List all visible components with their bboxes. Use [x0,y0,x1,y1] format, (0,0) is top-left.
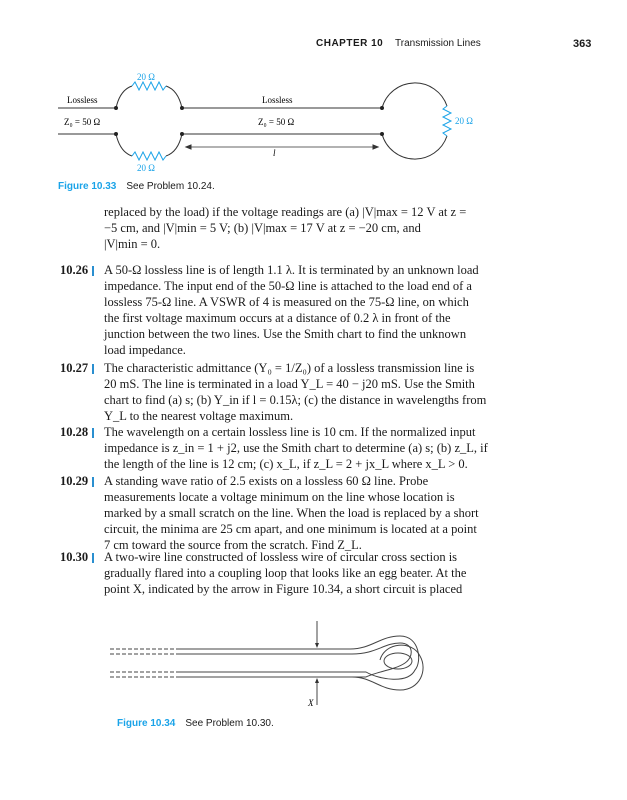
problem-line: load impedance. [104,343,186,357]
middle-line-z0: Z₀ = 50 Ω [258,117,295,127]
problem-line: lossless 75-Ω line. A VSWR of 4 is measured on the 75-Ω line, on which [104,295,469,309]
problem-line: gradually flared into a coupling loop that looks like an egg beater. At the [104,566,467,580]
problem-line: the length of the line is 12 cm; (c) x_L, if z_L = 2 + jx_L where x_L > 0. [104,457,468,471]
problem-line: impedance. The input end of the 50-Ω line is attached to the load end of a [104,279,472,293]
figure-10-34-caption [117,718,274,729]
problem-marker-icon [92,364,94,374]
problem-marker-icon [92,428,94,438]
problem-line: Y_L to the nearest voltage maximum. [104,409,294,423]
problem-line: the first voltage maximum occurs at a distance of 0.2 λ in front of the [104,311,451,325]
left-line-label: Lossless [67,95,98,105]
problem-line: chart to find (a) s; (b) Y_in if l = 0.15λ; (c) the distance in wavelengths from [104,393,487,407]
problem-line: circuit, the minima are 25 cm apart, and one minimum is located at a point [104,522,477,536]
left-line-z0: Z₀ = 50 Ω [64,117,101,127]
problem-line: 20 mS. The line is terminated in a load Y_L = 40 − j20 mS. Use the Smith [104,377,475,391]
middle-line-label: Lossless [262,95,293,105]
problem-line: point X, indicated by the arrow in Figure 10.34, a short circuit is placed [104,582,463,596]
continuation-line: replaced by the load) if the voltage readings are (a) |V|max = 12 V at z = [104,205,467,219]
figure-10-33-caption [58,181,215,192]
problem-line: measurements locate a voltage minimum on the line whose location is [104,490,455,504]
problem-line: 7 cm toward the source from the scratch. Find Z_L. [104,538,362,552]
length-label: l [273,148,276,158]
load-resistor-label: 20 Ω [455,116,473,126]
top-resistor-label: 20 Ω [137,72,155,82]
page-number: 363 [573,38,592,50]
problem-line: impedance is z_in = 1 + j2, use the Smith chart to determine (a) s; (b) z_L, if [104,441,488,455]
problem-number: 10.27 [60,361,89,375]
problem-line: A 50-Ω lossless line is of length 1.1 λ. It is terminated by an unknown load [104,263,479,277]
problem-line: A standing wave ratio of 2.5 exists on a lossless 60 Ω line. Probe [104,474,429,488]
figure-caption-text: See Problem 10.24. [126,181,215,192]
problem-line: marked by a small scratch on the line. When the load is replaced by a short [104,506,479,520]
problem-number: 10.28 [60,425,89,439]
problem-line: junction between the two lines. Use the Smith chart to find the unknown [104,327,467,341]
problem-line: The characteristic admittance (Y₀ = 1/Z₀) of a lossless transmission line is [104,361,475,375]
figure-10-33-diagram [0,0,627,200]
figure-label: Figure 10.33 [58,181,117,192]
continuation-line: −5 cm, and |V|min = 5 V; (b) |V|max = 17 V at z = −20 cm, and [104,221,421,235]
problem-marker-icon [92,553,94,563]
problem-number: 10.29 [60,474,89,488]
point-x-label: X [308,698,314,708]
figure-caption-text: See Problem 10.30. [185,718,274,729]
chapter-title: Transmission Lines [395,38,481,49]
problem-line: A two-wire line constructed of lossless wire of circular cross section is [104,550,458,564]
bottom-resistor-label: 20 Ω [137,163,155,173]
problem-number: 10.30 [60,550,89,564]
problem-number: 10.26 [60,263,89,277]
figure-label: Figure 10.34 [117,718,176,729]
problem-marker-icon [92,477,94,487]
chapter-label: CHAPTER 10 [316,38,384,49]
problem-marker-icon [92,266,94,276]
problem-line: The wavelength on a certain lossless line is 10 cm. If the normalized input [104,425,476,439]
continuation-line: |V|min = 0. [104,237,161,251]
